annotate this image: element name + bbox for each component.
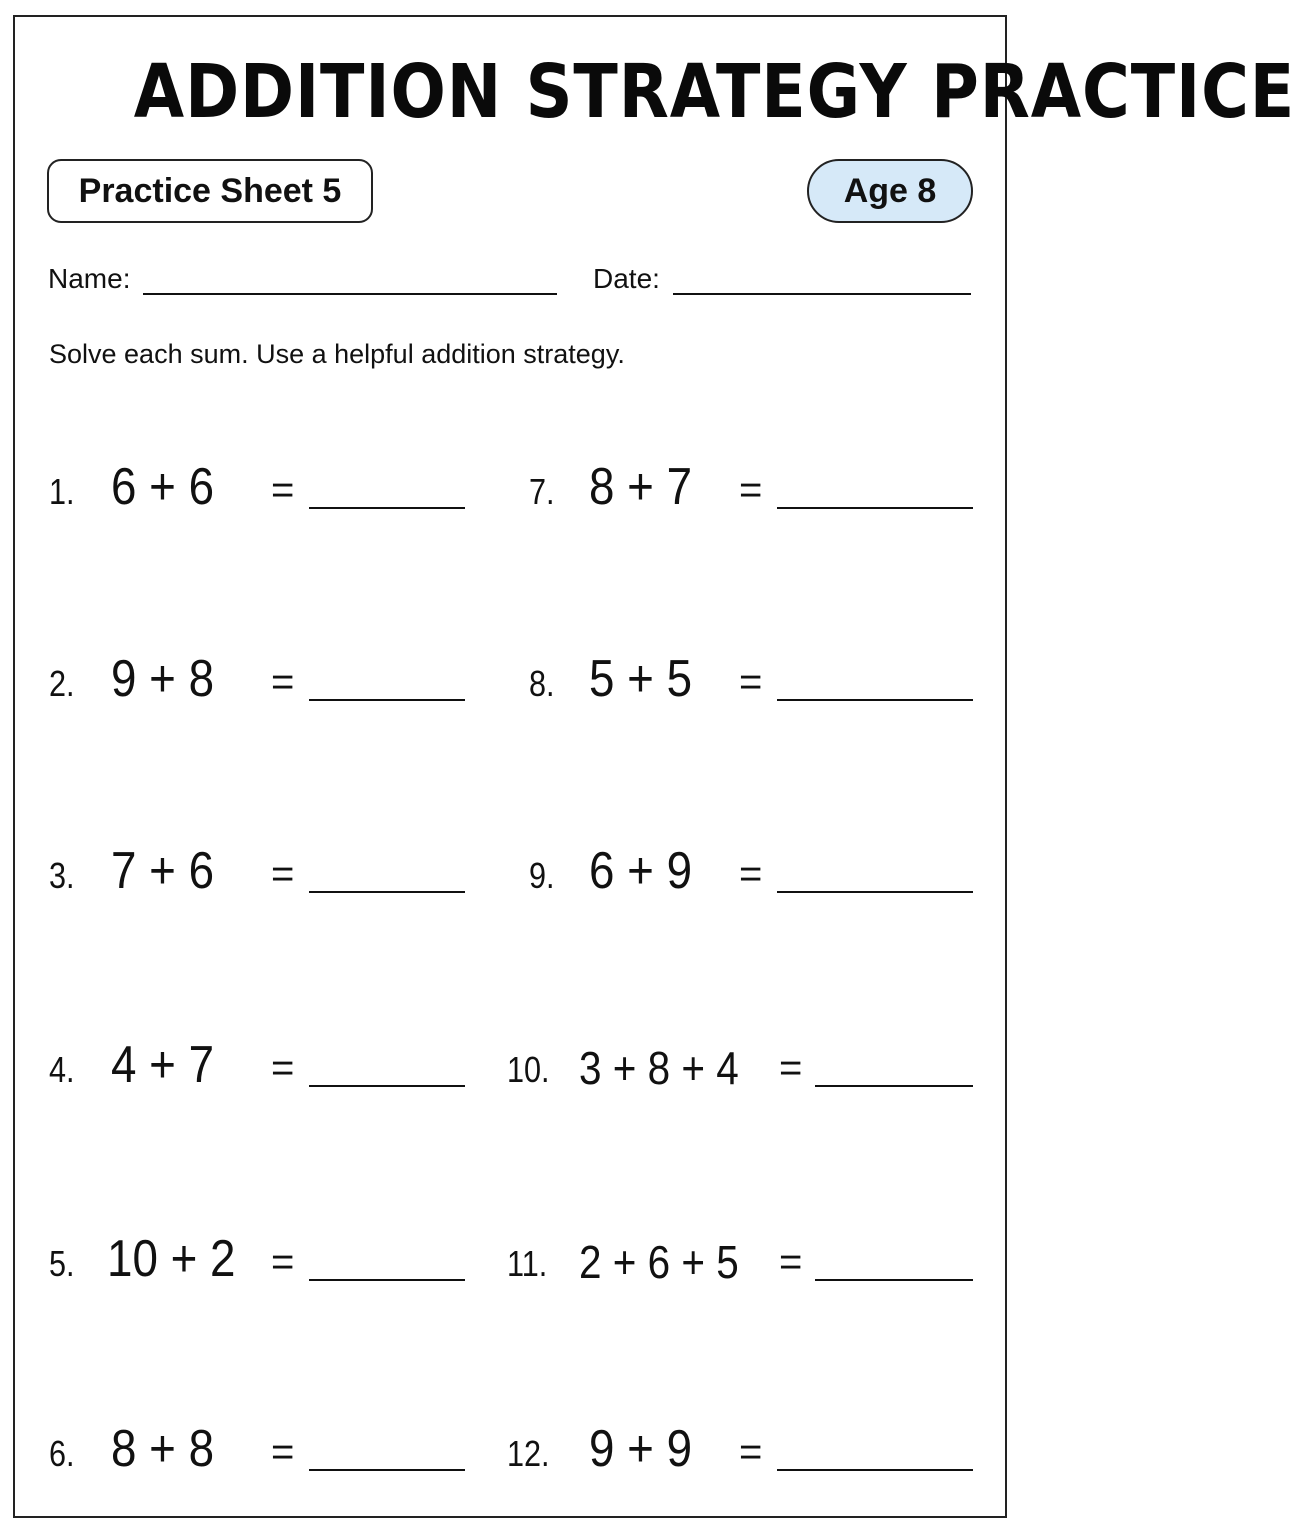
problem-row <box>49 645 465 708</box>
answer-field[interactable] <box>309 507 465 509</box>
age-label: Age 8 <box>843 171 937 210</box>
answer-field[interactable] <box>309 1279 465 1281</box>
worksheet-page <box>13 15 1295 1518</box>
equals-sign: = <box>271 468 295 512</box>
problem-row <box>49 453 465 516</box>
problem-number: 10. <box>507 1049 550 1090</box>
problem-expression: 5 + 5 <box>589 650 693 708</box>
answer-field[interactable] <box>309 1085 465 1087</box>
equals-sign: = <box>779 1240 803 1284</box>
answer-field[interactable] <box>309 1469 465 1471</box>
problem-expression: 8 + 8 <box>111 1420 215 1478</box>
answer-field[interactable] <box>815 1279 973 1281</box>
equals-sign: = <box>739 468 763 512</box>
equals-sign: = <box>739 1430 763 1474</box>
answer-field[interactable] <box>777 1469 973 1471</box>
equals-sign: = <box>271 852 295 896</box>
problem-number: 5. <box>49 1243 75 1284</box>
equals-sign: = <box>271 1240 295 1284</box>
problem-number: 11. <box>507 1243 548 1284</box>
answer-field[interactable] <box>309 699 465 701</box>
sheet-number-badge <box>47 159 373 223</box>
problem-row <box>529 645 973 708</box>
equals-sign: = <box>271 660 295 704</box>
problem-row <box>49 1031 465 1094</box>
problem-number: 2. <box>49 663 75 704</box>
problem-expression: 9 + 8 <box>111 650 215 708</box>
problem-number: 6. <box>49 1433 75 1474</box>
problem-row <box>507 1415 973 1478</box>
equals-sign: = <box>271 1430 295 1474</box>
problem-row <box>507 1031 973 1094</box>
problem-expression: 6 + 6 <box>111 458 215 516</box>
sheet-number-label: Practice Sheet 5 <box>78 171 342 210</box>
answer-field[interactable] <box>815 1085 973 1087</box>
instructions-text: Solve each sum. Use a helpful addition strategy. <box>49 339 625 369</box>
problem-expression: 3 + 8 + 4 <box>579 1042 739 1094</box>
problem-number: 8. <box>529 663 555 704</box>
problem-number: 9. <box>529 855 555 896</box>
name-label: Name: <box>48 263 131 294</box>
equals-sign: = <box>271 1046 295 1090</box>
problem-row <box>49 1225 465 1288</box>
page-title: ADDITION STRATEGY PRACTICE <box>133 49 1295 135</box>
problem-expression: 7 + 6 <box>111 842 215 900</box>
problem-row <box>529 837 973 900</box>
answer-field[interactable] <box>309 891 465 893</box>
problem-expression: 4 + 7 <box>111 1036 215 1094</box>
problem-number: 12. <box>507 1433 550 1474</box>
answer-field[interactable] <box>777 699 973 701</box>
name-field[interactable] <box>143 293 557 295</box>
problem-number: 1. <box>49 471 75 512</box>
problem-expression: 2 + 6 + 5 <box>579 1236 739 1288</box>
problem-expression: 6 + 9 <box>589 842 693 900</box>
answer-field[interactable] <box>777 891 973 893</box>
date-label: Date: <box>593 263 660 294</box>
problem-expression: 8 + 7 <box>589 458 693 516</box>
equals-sign: = <box>739 852 763 896</box>
problem-row <box>49 1415 465 1478</box>
problem-expression: 9 + 9 <box>589 1420 693 1478</box>
equals-sign: = <box>779 1046 803 1090</box>
problem-number: 3. <box>49 855 75 896</box>
problem-number: 7. <box>529 471 555 512</box>
problem-number: 4. <box>49 1049 75 1090</box>
age-badge <box>807 159 973 223</box>
problem-expression: 10 + 2 <box>107 1230 236 1288</box>
equals-sign: = <box>739 660 763 704</box>
problem-row <box>49 837 465 900</box>
date-field[interactable] <box>673 293 971 295</box>
answer-field[interactable] <box>777 507 973 509</box>
problem-row <box>529 453 973 516</box>
problem-row <box>507 1225 973 1288</box>
